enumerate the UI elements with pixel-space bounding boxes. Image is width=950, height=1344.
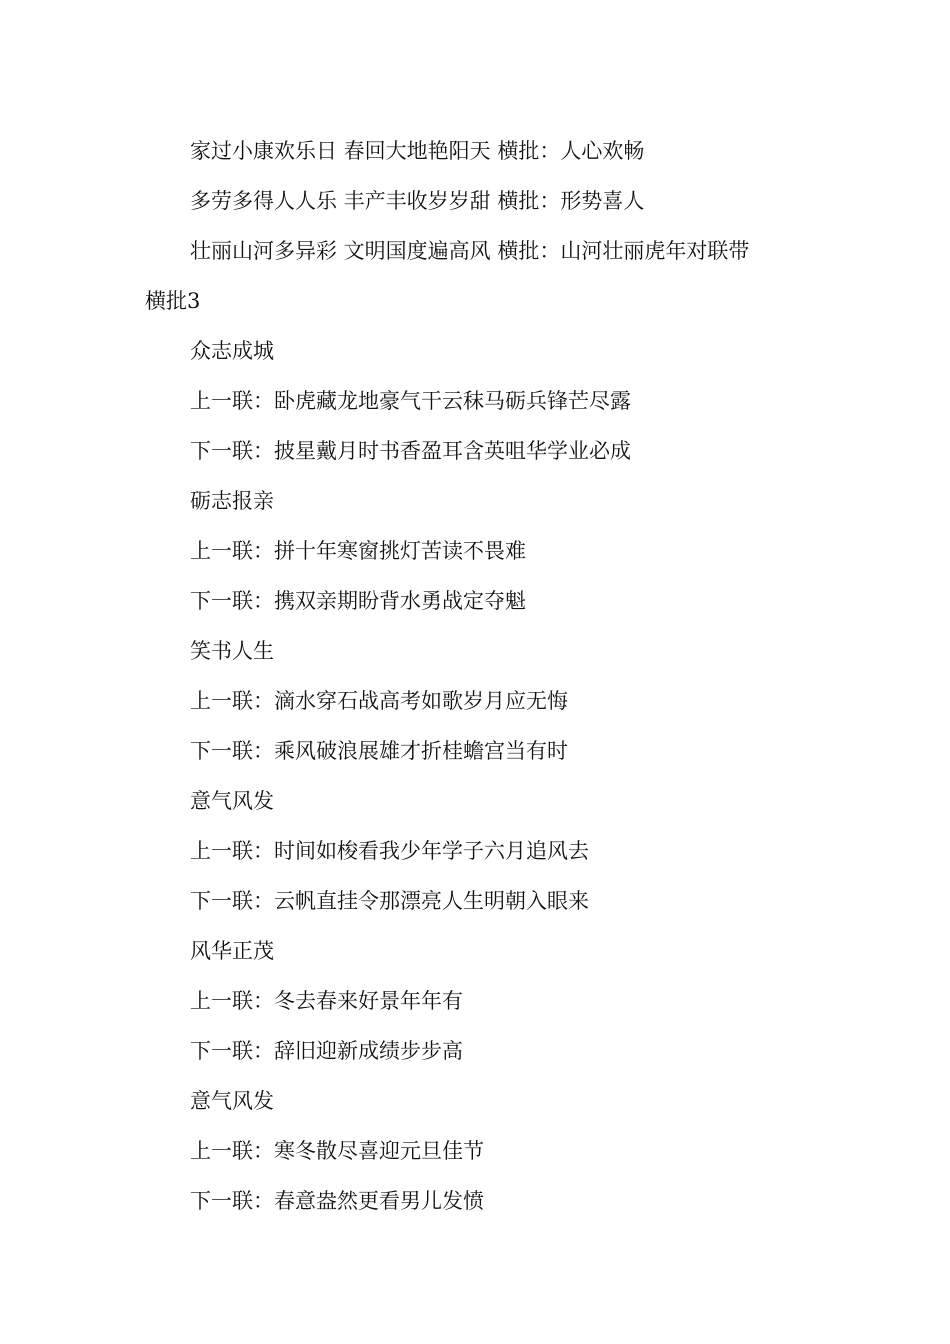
couplet-upper-line: 上一联：寒冬散尽喜迎元旦佳节 — [190, 1139, 484, 1163]
couplet-lower-line: 下一联：辞旧迎新成绩步步高 — [190, 1039, 463, 1063]
section-heading: 横批3 — [145, 289, 201, 313]
couplet-title: 意气风发 — [190, 789, 274, 813]
couplet-title: 笑书人生 — [190, 639, 274, 663]
couplet-upper-line: 上一联：滴水穿石战高考如歌岁月应无悔 — [190, 689, 568, 713]
couplet-line: 壮丽山河多异彩 文明国度遍高风 横批：山河壮丽虎年对联带 — [190, 239, 750, 263]
couplet-upper-line: 上一联：卧虎藏龙地豪气干云秣马砺兵锋芒尽露 — [190, 389, 631, 413]
couplet-title: 风华正茂 — [190, 939, 274, 963]
couplet-line: 多劳多得人人乐 丰产丰收岁岁甜 横批：形势喜人 — [190, 189, 645, 213]
couplet-lower-line: 下一联：云帆直挂令那漂亮人生明朝入眼来 — [190, 889, 589, 913]
couplet-upper-line: 上一联：时间如梭看我少年学子六月追风去 — [190, 839, 589, 863]
document-body — [145, 126, 825, 1226]
couplet-lower-line: 下一联：披星戴月时书香盈耳含英咀华学业必成 — [190, 439, 631, 463]
couplet-upper-line: 上一联：冬去春来好景年年有 — [190, 989, 463, 1013]
couplet-lower-line: 下一联：春意盎然更看男儿发愤 — [190, 1189, 484, 1213]
couplet-title: 砺志报亲 — [190, 489, 274, 513]
couplet-line: 家过小康欢乐日 春回大地艳阳天 横批：人心欢畅 — [190, 139, 645, 163]
couplet-lower-line: 下一联：携双亲期盼背水勇战定夺魁 — [190, 589, 526, 613]
couplet-title: 众志成城 — [190, 339, 274, 363]
couplet-upper-line: 上一联：拼十年寒窗挑灯苦读不畏难 — [190, 539, 526, 563]
couplet-lower-line: 下一联：乘风破浪展雄才折桂蟾宫当有时 — [190, 739, 568, 763]
couplet-title: 意气风发 — [190, 1089, 274, 1113]
